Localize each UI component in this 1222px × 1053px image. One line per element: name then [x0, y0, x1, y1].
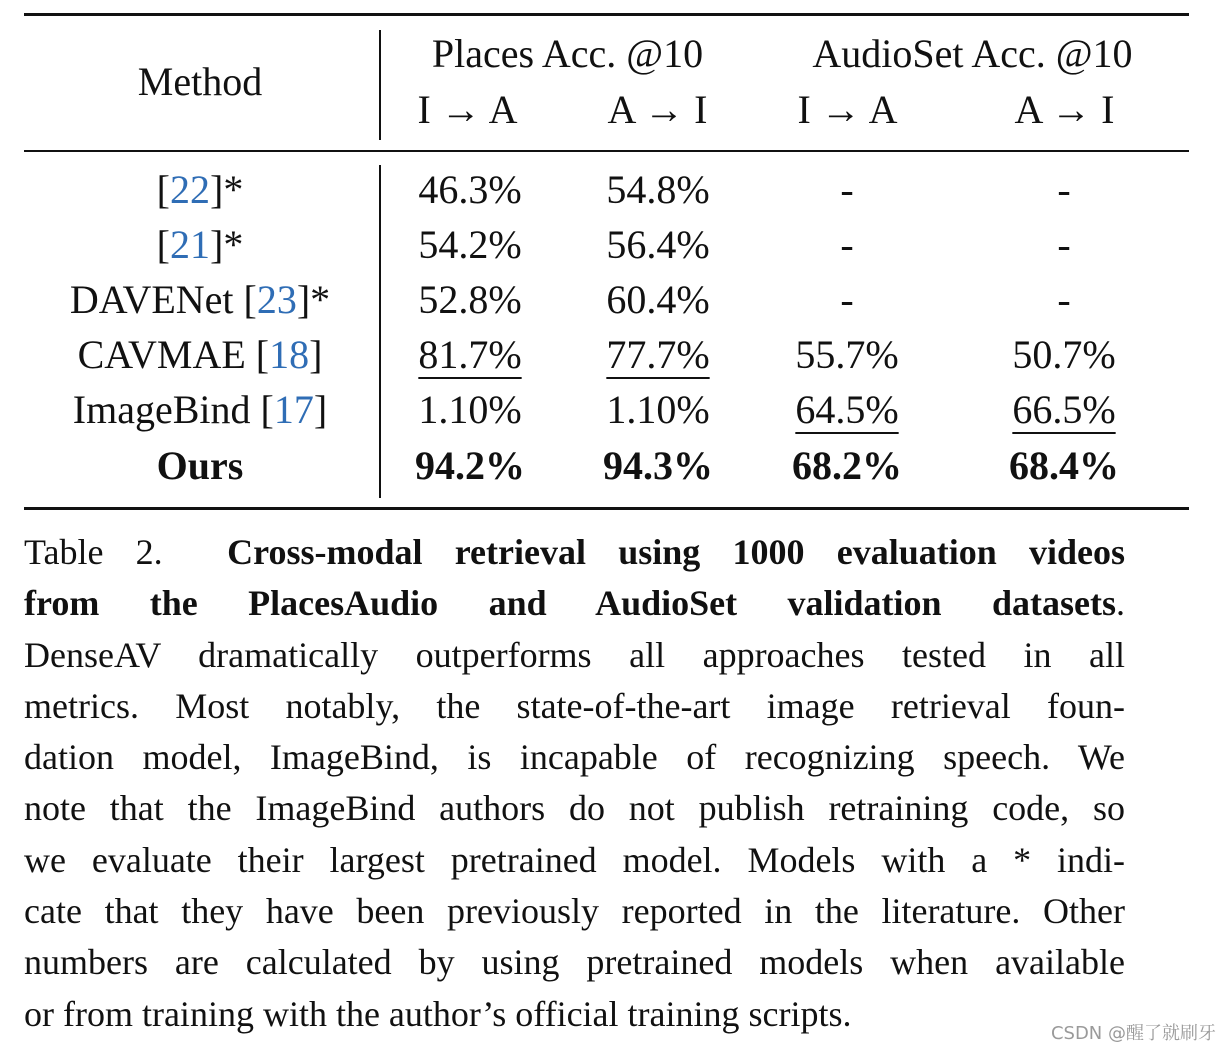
- subheader-audioset-i2a: I → A: [797, 87, 898, 132]
- method-name: Ours: [156, 443, 244, 488]
- method-cell: [20, 442, 380, 490]
- method-name: DAVENet [: [69, 277, 257, 322]
- value-places-a2i: 77.7%: [606, 332, 710, 377]
- value-audioset-i2a: -: [840, 167, 854, 212]
- citation-link[interactable]: 21: [170, 222, 210, 267]
- caption-bold-title: Cross-modal retrieval using 1000 evaluation videos: [227, 532, 1125, 572]
- value-audioset-a2i: -: [1057, 222, 1071, 267]
- citation-link[interactable]: 23: [256, 277, 297, 322]
- method-cell: [20, 386, 380, 434]
- value-places-a2i: 1.10%: [606, 387, 710, 432]
- value-places-i2a: 54.2%: [418, 222, 522, 267]
- caption-label: Table 2.: [24, 532, 163, 572]
- caption-line: or from training with the author’s official training scripts.: [24, 993, 852, 1034]
- value-audioset-i2a: 64.5%: [795, 387, 899, 432]
- value-audioset-a2i: 66.5%: [1012, 387, 1116, 432]
- citation-link[interactable]: 18: [269, 332, 310, 377]
- value-places-i2a: 46.3%: [418, 167, 522, 212]
- method-suffix: ]: [309, 332, 323, 377]
- value-places-a2i: 60.4%: [606, 277, 710, 322]
- method-name: CAVMAE [: [77, 332, 270, 377]
- method-suffix: ]*: [210, 167, 244, 212]
- value-audioset-i2a: -: [840, 277, 854, 322]
- caption-line: cate that they have been previously reported in the literature. Other: [24, 891, 1125, 932]
- value-places-a2i: 94.3%: [603, 443, 713, 488]
- subheader-audioset-a2i: A → I: [1014, 87, 1115, 132]
- value-places-i2a: 94.2%: [415, 443, 525, 488]
- caption-period: .: [1116, 583, 1125, 624]
- places-group-header: Places Acc. @10: [431, 31, 704, 76]
- header-divider: [379, 30, 381, 140]
- caption-line: note that the ImageBind authors do not publish retraining code, so: [24, 788, 1125, 829]
- value-places-i2a: 1.10%: [418, 387, 522, 432]
- value-audioset-a2i: -: [1057, 167, 1071, 212]
- method-name: [: [156, 222, 170, 267]
- caption-line: [24, 527, 1125, 578]
- method-cell: [20, 221, 380, 269]
- value-audioset-a2i: 68.4%: [1009, 443, 1119, 488]
- value-audioset-i2a: 68.2%: [792, 443, 902, 488]
- method-suffix: ]*: [210, 222, 244, 267]
- caption-line: [24, 578, 1125, 629]
- method-cell: [20, 331, 380, 379]
- citation-link[interactable]: 22: [170, 167, 210, 212]
- value-places-a2i: 54.8%: [606, 167, 710, 212]
- audioset-group-header: AudioSet Acc. @10: [812, 31, 1133, 76]
- subheader-places-a2i: A → I: [607, 87, 708, 132]
- top-rule: [24, 13, 1189, 16]
- caption-line: numbers are calculated by using pretrained models when available: [24, 942, 1125, 983]
- watermark: CSDN @醒了就刷牙: [1050, 1023, 1216, 1044]
- subheader-places-i2a: I → A: [417, 87, 518, 132]
- citation-link[interactable]: 17: [273, 387, 314, 432]
- method-suffix: ]: [313, 387, 328, 432]
- caption-line: dation model, ImageBind, is incapable of recognizing speech. We: [24, 737, 1125, 778]
- value-places-a2i: 56.4%: [606, 222, 710, 267]
- value-audioset-a2i: 50.7%: [1012, 332, 1116, 377]
- caption-line: we evaluate their largest pretrained model. Models with a * indi-: [24, 839, 1125, 880]
- value-audioset-a2i: -: [1057, 277, 1071, 322]
- bottom-rule: [24, 507, 1189, 510]
- value-places-i2a: 52.8%: [418, 277, 522, 322]
- value-places-i2a: 81.7%: [418, 332, 522, 377]
- caption-bold-title-cont: from the PlacesAudio and AudioSet validation datasets: [24, 583, 1116, 624]
- method-suffix: ]*: [296, 277, 331, 322]
- table-caption: [24, 527, 1125, 1040]
- method-header: Method: [137, 59, 263, 104]
- method-name: [: [156, 167, 170, 212]
- value-audioset-i2a: 55.7%: [795, 332, 899, 377]
- value-audioset-i2a: -: [840, 222, 854, 267]
- caption-line: DenseAV dramatically outperforms all approaches tested in all: [24, 634, 1125, 675]
- method-cell: [20, 166, 380, 214]
- method-name: ImageBind [: [72, 387, 274, 432]
- caption-line: metrics. Most notably, the state-of-the-art image retrieval foun-: [24, 685, 1125, 726]
- header-rule: [24, 150, 1189, 152]
- method-cell: [20, 276, 380, 324]
